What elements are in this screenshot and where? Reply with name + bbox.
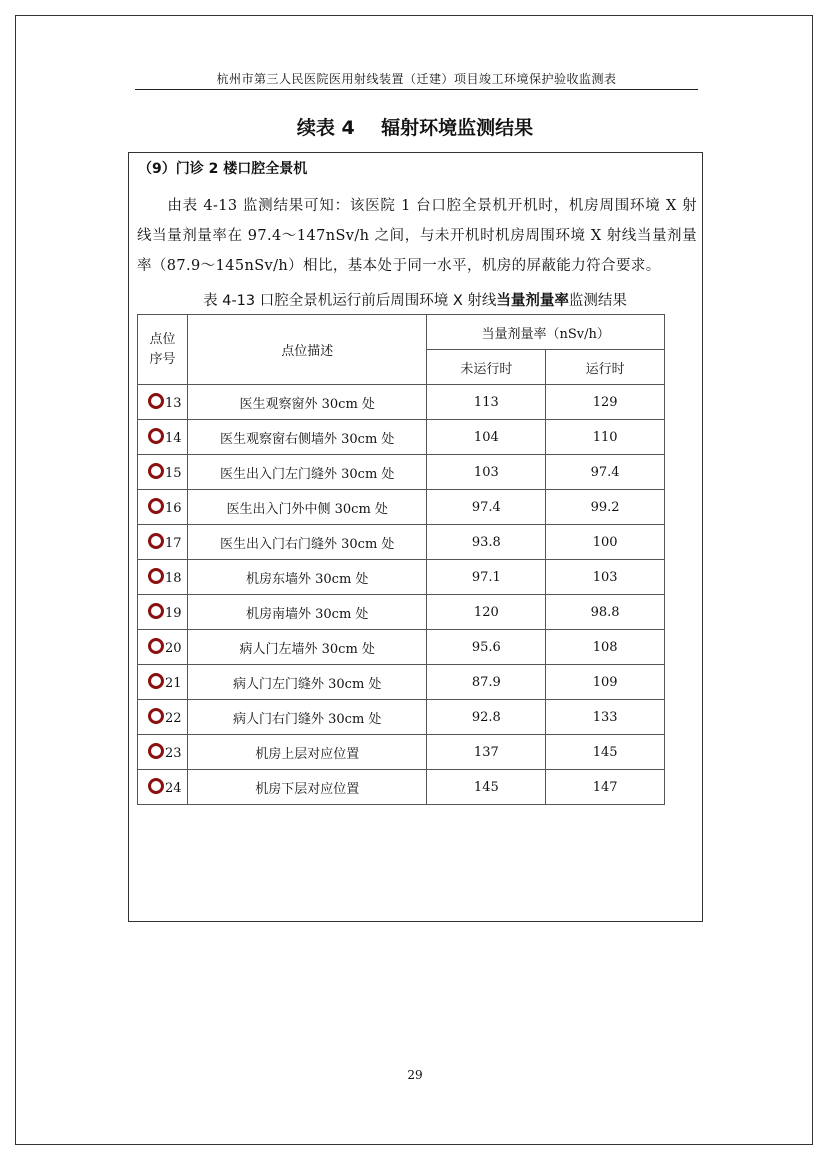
table-row bbox=[138, 630, 665, 665]
rate-not-running: 92.8 bbox=[427, 700, 546, 735]
rate-running: 145 bbox=[546, 735, 665, 770]
point-cell bbox=[138, 700, 188, 735]
point-description: 医生出入门左门缝外 30cm 处 bbox=[187, 455, 426, 490]
point-description: 机房南墙外 30cm 处 bbox=[187, 595, 426, 630]
point-description: 病人门左门缝外 30cm 处 bbox=[187, 665, 426, 700]
point-description: 机房上层对应位置 bbox=[187, 735, 426, 770]
point-marker-icon bbox=[148, 428, 164, 444]
point-description: 医生观察窗外 30cm 处 bbox=[187, 385, 426, 420]
header-description: 点位描述 bbox=[187, 315, 426, 385]
point-number: 20 bbox=[165, 641, 182, 656]
point-marker-icon bbox=[148, 603, 164, 619]
point-marker-icon bbox=[148, 533, 164, 549]
rate-not-running: 95.6 bbox=[427, 630, 546, 665]
point-description: 机房东墙外 30cm 处 bbox=[187, 560, 426, 595]
point-marker-icon bbox=[148, 498, 164, 514]
point-cell bbox=[138, 595, 188, 630]
point-description: 机房下层对应位置 bbox=[187, 770, 426, 805]
point-marker-icon bbox=[148, 778, 164, 794]
point-cell bbox=[138, 490, 188, 525]
page-title: 续表 4 辐射环境监测结果 bbox=[296, 117, 534, 139]
section-heading: （9）门诊 2 楼口腔全景机 bbox=[138, 161, 308, 177]
point-number: 22 bbox=[165, 711, 182, 726]
monitoring-summary-paragraph bbox=[137, 191, 697, 281]
running-header: 杭州市第三人民医院医用射线装置（迁建）项目竣工环境保护验收监测表 bbox=[216, 72, 617, 86]
point-number: 18 bbox=[165, 571, 182, 586]
point-cell bbox=[138, 560, 188, 595]
point-cell bbox=[138, 455, 188, 490]
rate-not-running: 145 bbox=[427, 770, 546, 805]
table-row bbox=[138, 525, 665, 560]
paragraph-text: 由表 4-13 监测结果可知：该医院 1 台口腔全景机开机时，机房周围环境 X 射线当量剂量率在 97.4～147nSv/h 之间，与未开机时机房周围环境 X 射线当量剂量率（87.9～145nSv/h）相比，基本处于同一水平，机房的屏蔽能力符合要求。 bbox=[137, 198, 697, 274]
header-not-running: 未运行时 bbox=[427, 350, 546, 385]
point-marker-icon bbox=[148, 708, 164, 724]
point-number: 14 bbox=[165, 431, 182, 446]
point-number: 19 bbox=[165, 606, 182, 621]
point-cell bbox=[138, 665, 188, 700]
rate-not-running: 97.4 bbox=[427, 490, 546, 525]
point-marker-icon bbox=[148, 743, 164, 759]
point-number: 16 bbox=[165, 501, 182, 516]
point-cell bbox=[138, 770, 188, 805]
dose-rate-results-table bbox=[137, 314, 665, 805]
rate-running: 129 bbox=[546, 385, 665, 420]
rate-running: 97.4 bbox=[546, 455, 665, 490]
point-description: 病人门左墙外 30cm 处 bbox=[187, 630, 426, 665]
point-marker-icon bbox=[148, 638, 164, 654]
point-cell bbox=[138, 735, 188, 770]
table-caption-bold: 当量剂量率 bbox=[496, 293, 569, 309]
table-body bbox=[138, 385, 665, 805]
table-row bbox=[138, 420, 665, 455]
rate-not-running: 113 bbox=[427, 385, 546, 420]
rate-running: 147 bbox=[546, 770, 665, 805]
page-number: 29 bbox=[407, 1068, 423, 1082]
point-number: 13 bbox=[165, 396, 182, 411]
rate-running: 109 bbox=[546, 665, 665, 700]
point-description: 医生出入门右门缝外 30cm 处 bbox=[187, 525, 426, 560]
point-marker-icon bbox=[148, 673, 164, 689]
table-row bbox=[138, 560, 665, 595]
point-cell bbox=[138, 385, 188, 420]
rate-not-running: 104 bbox=[427, 420, 546, 455]
point-number: 21 bbox=[165, 676, 182, 691]
rate-not-running: 137 bbox=[427, 735, 546, 770]
point-number: 23 bbox=[165, 746, 182, 761]
rate-running: 108 bbox=[546, 630, 665, 665]
rate-running: 110 bbox=[546, 420, 665, 455]
point-cell bbox=[138, 630, 188, 665]
point-marker-icon bbox=[148, 393, 164, 409]
point-number: 15 bbox=[165, 466, 182, 481]
rate-not-running: 93.8 bbox=[427, 525, 546, 560]
header-rule bbox=[135, 89, 698, 90]
header-dose-rate: 当量剂量率（nSv/h） bbox=[427, 315, 665, 350]
point-cell bbox=[138, 525, 188, 560]
table-row bbox=[138, 490, 665, 525]
rate-not-running: 103 bbox=[427, 455, 546, 490]
table-caption-suffix: 监测结果 bbox=[568, 293, 627, 309]
point-number: 24 bbox=[165, 781, 182, 796]
table-row bbox=[138, 455, 665, 490]
rate-not-running: 97.1 bbox=[427, 560, 546, 595]
table-row bbox=[138, 595, 665, 630]
point-description: 医生出入门外中侧 30cm 处 bbox=[187, 490, 426, 525]
rate-not-running: 120 bbox=[427, 595, 546, 630]
point-marker-icon bbox=[148, 463, 164, 479]
table-row bbox=[138, 770, 665, 805]
rate-running: 98.8 bbox=[546, 595, 665, 630]
table-row bbox=[138, 700, 665, 735]
point-marker-icon bbox=[148, 568, 164, 584]
rate-not-running: 87.9 bbox=[427, 665, 546, 700]
point-description: 医生观察窗右侧墙外 30cm 处 bbox=[187, 420, 426, 455]
table-row bbox=[138, 665, 665, 700]
table-caption-prefix: 表 4-13 口腔全景机运行前后周围环境 X 射线 bbox=[203, 293, 497, 309]
table-caption bbox=[0, 289, 830, 310]
rate-running: 103 bbox=[546, 560, 665, 595]
rate-running: 100 bbox=[546, 525, 665, 560]
header-point: 点位 序号 bbox=[138, 315, 188, 385]
point-number: 17 bbox=[165, 536, 182, 551]
header-running: 运行时 bbox=[546, 350, 665, 385]
rate-running: 133 bbox=[546, 700, 665, 735]
rate-running: 99.2 bbox=[546, 490, 665, 525]
point-cell bbox=[138, 420, 188, 455]
point-description: 病人门右门缝外 30cm 处 bbox=[187, 700, 426, 735]
table-row bbox=[138, 385, 665, 420]
table-row bbox=[138, 735, 665, 770]
